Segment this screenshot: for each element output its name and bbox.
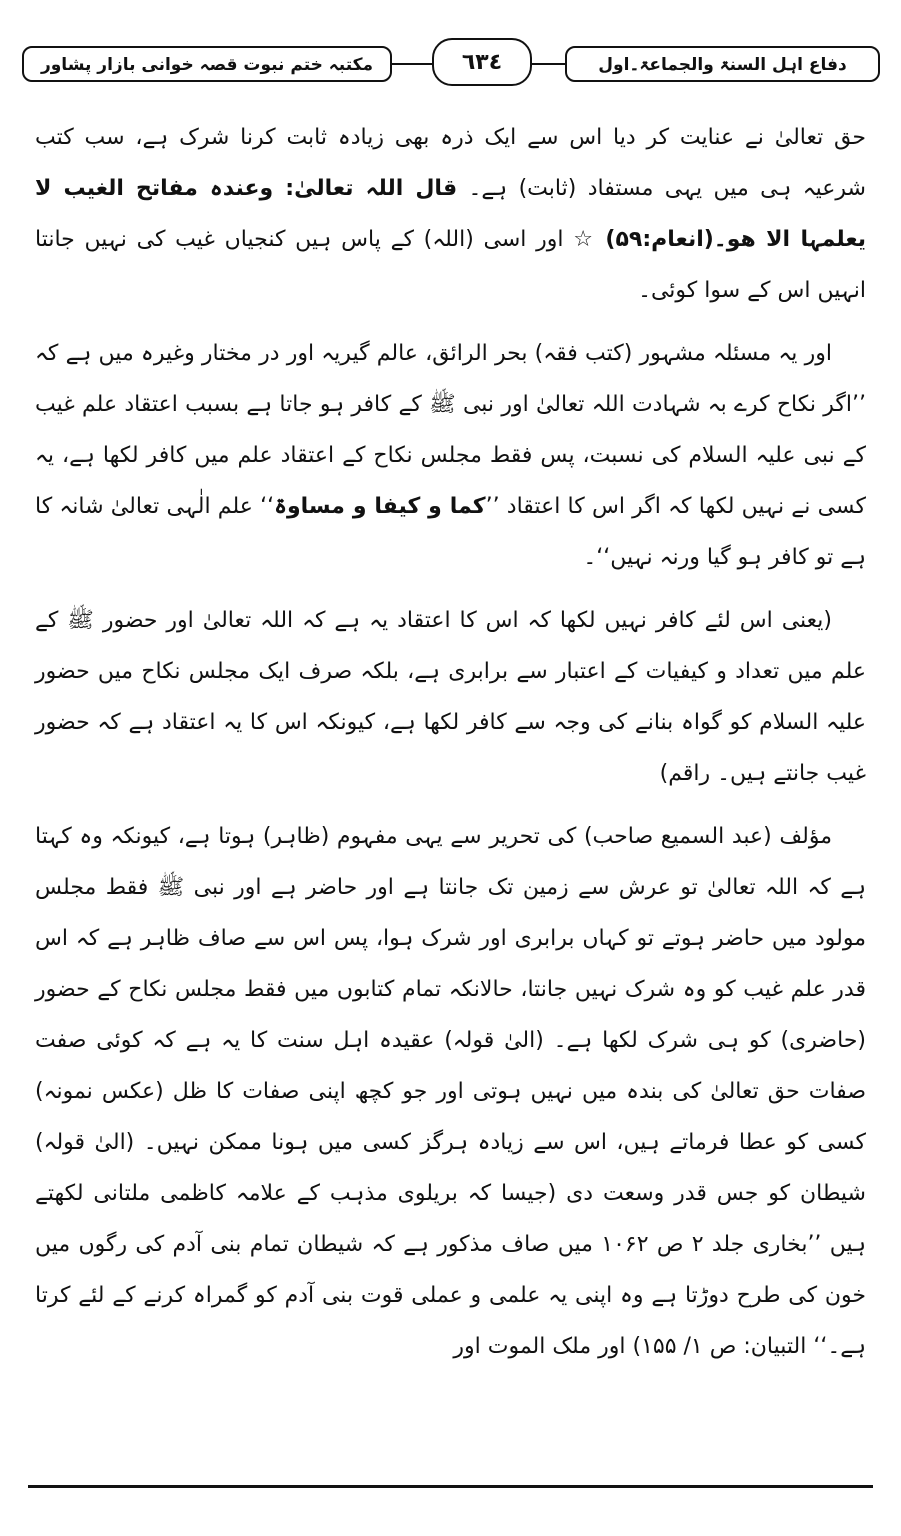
footer-rule bbox=[28, 1485, 873, 1488]
paragraph-1-translation: ☆ اور اسی (اللہ) کے پاس ہیں کنجیاں غیب کی نہیں جانتا انہیں اس کے سوا کوئی۔ bbox=[35, 227, 866, 303]
book-title: دفاع اہل السنۃ والجماعۃ۔اول bbox=[565, 46, 880, 82]
paragraph-2-text-b: ‘‘ علم الٰہی تعالیٰ شانہ کا ہے تو کافر ہو گیا ورنہ نہیں‘‘۔ bbox=[35, 494, 866, 570]
quran-quote: قال اللہ تعالیٰ: وعندہ مفاتح الغیب لا یعلمہا الا ھو۔(انعام:۵۹) bbox=[35, 176, 867, 252]
paragraph-3: (یعنی اس لئے کافر نہیں لکھا کہ اس کا اعتقاد یہ ہے کہ اللہ تعالیٰ اور حضور ﷺ کے علم میں تعداد و کیفیات کے اعتبار سے برابری ہے، بلکہ صرف ایک مجلس نکاح میں حضور علیہ السلام کو گواہ بنانے کی وجہ سے کافر لکھا ہے، کیونکہ اس کا یہ اعتقاد ہے کہ حضور غیب جانتے ہیں۔ راقم) bbox=[35, 608, 866, 786]
page-number: ٦٣٤ bbox=[432, 38, 532, 86]
bold-phrase: کما و کیفا و مساوۃ bbox=[274, 494, 486, 519]
paragraph-2 bbox=[35, 328, 866, 583]
paragraph-1-text: حق تعالیٰ نے عنایت کر دیا اس سے ایک ذرہ بھی زیادہ ثابت کرنا شرک ہے، سب کتب شرعیہ ہی میں یہی مستفاد (ثابت) ہے۔ bbox=[35, 125, 866, 201]
paragraph-1 bbox=[35, 112, 866, 316]
paragraph-2-text-a: اور یہ مسئلہ مشہور (کتب فقہ) بحر الرائق، عالم گیریہ اور در مختار وغیرہ میں ہے کہ ’’اگر نکاح کرے بہ شہادت اللہ تعالیٰ اور نبی ﷺ کے کافر ہو جاتا ہے بسبب اعتقاد علم غیب کے نبی علیہ السلام کی نسبت، پس فقط مجلس نکاح کے اعتقاد علم میں کافر لکھا ہے، یہ کسی نے نہیں لکھا کہ اگر اس کا اعتقاد ’’ bbox=[35, 341, 866, 519]
page-header bbox=[22, 36, 880, 92]
publisher-label: مکتبہ ختم نبوت قصہ خوانی بازار پشاور bbox=[22, 46, 392, 82]
paragraph-4: مؤلف (عبد السمیع صاحب) کی تحریر سے یہی مفہوم (ظاہر) ہوتا ہے، کیونکہ وہ کہتا ہے کہ اللہ تعالیٰ تو عرش سے زمین تک جانتا ہے اور حاضر ہے اور نبی ﷺ فقط مجلس مولود میں حاضر ہوتے تو کہاں برابری اور شرک ہوا، پس اس سے صاف ظاہر ہے کہ اس قدر علم غیب کو وہ شرک نہیں جانتا، حالانکہ تمام کتابوں میں فقط مجلس نکاح کے حضور (حاضری) کو ہی شرک لکھا ہے۔ (الیٰ قولہ) عقیدہ اہل سنت کا یہ ہے کہ کوئی صفت صفات حق تعالیٰ کی بندہ میں نہیں ہوتی اور جو کچھ اپنی صفات کا ظل (عکس نمونہ) کسی کو عطا فرماتے ہیں، اس سے زیادہ ہرگز کسی میں ہونا ممکن نہیں۔ (الیٰ قولہ) شیطان کو جس قدر وسعت دی (جیسا کہ بریلوی مذہب کے علامہ کاظمی ملتانی لکھتے ہیں ’’بخاری جلد ۲ ص ۱۰۶۲ میں صاف مذکور ہے کہ شیطان تمام بنی آدم کی رگوں میں خون کی طرح دوڑتا ہے وہ اپنی یہ علمی و عملی قوت بنی آدم کو گمراہ کرنے کے لئے کرتا ہے۔‘‘ التبیان: ص ۱/ ۱۵۵) اور ملک الموت اور bbox=[35, 824, 867, 1359]
page-body bbox=[35, 112, 866, 1372]
